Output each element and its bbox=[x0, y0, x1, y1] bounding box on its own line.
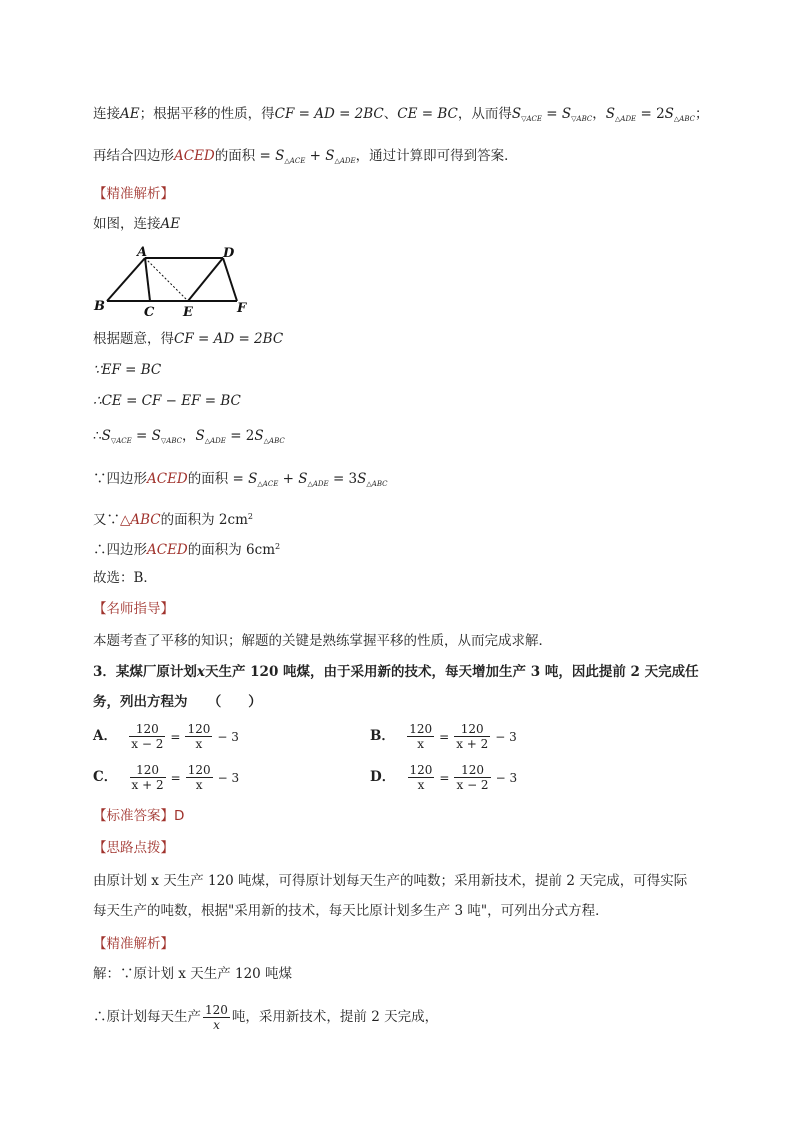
analysis-line-10 bbox=[93, 537, 280, 560]
text: 连接 bbox=[93, 106, 120, 122]
text: ， bbox=[181, 428, 196, 444]
section-heading: 【名师指导】 bbox=[93, 601, 174, 617]
text: 的面积 bbox=[187, 471, 229, 487]
text: 如图，连接 bbox=[93, 216, 161, 232]
math: AE bbox=[120, 106, 140, 122]
numerator: 120 bbox=[454, 722, 490, 737]
option-a[interactable]: A． $\frac{120}{x - 2}$ = $\frac{120}{x}$ − 3 bbox=[93, 722, 239, 751]
denominator: x − 2 bbox=[131, 737, 164, 751]
math: S bbox=[248, 471, 258, 487]
math: S bbox=[254, 428, 264, 444]
denominator: x bbox=[417, 737, 425, 751]
math: + bbox=[305, 148, 326, 164]
denominator: x bbox=[213, 1018, 220, 1032]
math: S bbox=[325, 148, 335, 164]
tail: − 3 bbox=[217, 729, 239, 744]
label-e: E bbox=[183, 305, 193, 320]
segment-ac bbox=[145, 258, 150, 301]
analysis-line-6: ∴CE = CF − EF = BC bbox=[93, 393, 241, 409]
math: CF = AD = 2BC bbox=[274, 106, 384, 122]
text: 的面积为 6cm bbox=[187, 542, 276, 558]
denominator: x bbox=[195, 737, 203, 751]
hint-line-2: 每天生产的吨数，根据"采用新的技术，每天比原计划多生产 3 吨"，可列出分式方程． bbox=[93, 903, 609, 919]
tail: − 3 bbox=[495, 770, 518, 785]
standard-answer: 【标准答案】D bbox=[93, 808, 185, 824]
geometry-figure bbox=[90, 240, 260, 320]
text: 、 bbox=[383, 106, 398, 122]
denominator: x bbox=[195, 778, 203, 792]
text: 又∵ bbox=[93, 512, 120, 528]
numerator: 120 bbox=[409, 722, 433, 736]
analysis-line-4 bbox=[93, 329, 283, 349]
math: ACED bbox=[147, 542, 188, 558]
analysis-line-1 bbox=[93, 104, 708, 129]
math: ACED bbox=[147, 471, 188, 487]
analysis-line-8 bbox=[93, 469, 387, 494]
teacher-note: 本题考查了平移的知识；解题的关键是熟练掌握平移的性质，从而完成求解． bbox=[93, 633, 552, 649]
numerator: 120 bbox=[187, 763, 211, 777]
subscript: ▽ABC bbox=[160, 437, 182, 445]
subscript: △ABC bbox=[263, 437, 285, 445]
option-label: A． bbox=[93, 728, 117, 744]
section-heading: 【思路点拨】 bbox=[93, 840, 174, 856]
math: AE bbox=[160, 216, 181, 232]
denominator: x − 2 bbox=[456, 778, 489, 792]
math: = 2 bbox=[225, 428, 255, 444]
question-3-line-2: 务，列出方程为 （ ） bbox=[93, 694, 262, 710]
text: 再结合四边形 bbox=[93, 148, 174, 164]
numerator: 120 bbox=[205, 1003, 228, 1017]
math: S bbox=[664, 106, 674, 122]
text: ；根据平移的性质，得 bbox=[139, 106, 275, 122]
analysis-line-3 bbox=[93, 214, 180, 234]
math: = 2 bbox=[636, 106, 665, 122]
text: ； bbox=[694, 106, 709, 122]
analysis-line-11: 故选：B． bbox=[93, 570, 157, 586]
numerator: 120 bbox=[409, 763, 433, 777]
math: ACED bbox=[174, 148, 215, 164]
math: S bbox=[101, 428, 111, 444]
section-heading: 【精准解析】 bbox=[93, 186, 174, 202]
math: S bbox=[151, 428, 161, 444]
section-heading: 【精准解析】 bbox=[93, 936, 174, 952]
math: S bbox=[298, 471, 308, 487]
superscript: 2 bbox=[247, 512, 253, 521]
label-c: C bbox=[144, 305, 155, 320]
option-label: C． bbox=[93, 769, 118, 785]
text: ，通过计算即可得到答案． bbox=[355, 148, 518, 164]
text: 3．某煤厂原计划 bbox=[93, 664, 197, 680]
subscript: ▽ABC bbox=[571, 115, 593, 123]
subscript: △ADE bbox=[334, 157, 356, 165]
math: + bbox=[278, 471, 299, 487]
option-label: D． bbox=[370, 769, 396, 785]
subscript: △ADE bbox=[204, 437, 226, 445]
segment-ab bbox=[107, 258, 145, 301]
text: ，从而得 bbox=[457, 106, 512, 122]
text: 的面积为 2cm bbox=[160, 512, 248, 528]
math: x bbox=[196, 664, 205, 680]
math: S bbox=[605, 106, 615, 122]
math: = bbox=[131, 428, 152, 444]
question-3-line-1 bbox=[93, 662, 699, 682]
subscript: △ADE bbox=[307, 480, 329, 488]
math: S bbox=[275, 148, 285, 164]
analysis-line-9 bbox=[93, 507, 253, 530]
math: S bbox=[195, 428, 205, 444]
numerator: 120 bbox=[130, 763, 166, 778]
tail: − 3 bbox=[495, 729, 517, 744]
text: ∵四边形 bbox=[93, 471, 147, 487]
denominator: x bbox=[417, 778, 425, 792]
math: = bbox=[228, 471, 249, 487]
math: S bbox=[357, 471, 367, 487]
solution-line-2 bbox=[93, 998, 438, 1036]
label-b: B bbox=[94, 299, 105, 314]
subscript: △ABC bbox=[366, 480, 388, 488]
math: = bbox=[542, 106, 562, 122]
math: S bbox=[561, 106, 572, 122]
subscript: △ADE bbox=[615, 115, 637, 123]
analysis-line-5: ∵EF = BC bbox=[93, 362, 162, 378]
math: △ABC bbox=[120, 512, 161, 528]
hint-line-1: 由原计划 x 天生产 120 吨煤，可得原计划每天生产的吨数；采用新技术，提前 2 天完成，可得实际 bbox=[93, 873, 688, 889]
numerator: 120 bbox=[454, 763, 490, 778]
option-label: B． bbox=[370, 728, 395, 744]
numerator: 120 bbox=[187, 722, 211, 736]
denominator: x + 2 bbox=[131, 778, 164, 792]
option-b[interactable]: B． $\frac{120}{x}$ = $\frac{120}{x + 2}$ − 3 bbox=[370, 722, 517, 751]
option-d[interactable]: D． $\frac{120}{x}$ = $\frac{120}{x - 2}$ − 3 bbox=[370, 763, 518, 792]
option-c[interactable]: C． $\frac{120}{x + 2}$ = $\frac{120}{x}$ − 3 bbox=[93, 763, 240, 792]
label-d: D bbox=[223, 246, 235, 261]
tail: − 3 bbox=[217, 770, 240, 785]
segment-df bbox=[223, 258, 237, 301]
subscript: ▽ACE bbox=[110, 437, 132, 445]
superscript: 2 bbox=[275, 542, 281, 551]
denominator: x + 2 bbox=[456, 737, 489, 751]
subscript: △ABC bbox=[673, 115, 695, 123]
text: ， bbox=[592, 106, 606, 122]
subscript: ▽ACE bbox=[521, 115, 543, 123]
segment-de bbox=[188, 258, 223, 301]
text: 吨，采用新技术，提前 2 天完成， bbox=[231, 1009, 439, 1025]
text: ∴四边形 bbox=[93, 542, 147, 558]
numerator: 120 bbox=[129, 722, 165, 737]
math: = bbox=[255, 148, 276, 164]
subscript: △ACE bbox=[257, 480, 279, 488]
text: 的面积 bbox=[214, 148, 256, 164]
math: CF = AD = 2BC bbox=[174, 331, 284, 347]
label-f: F bbox=[237, 301, 247, 316]
text: 天生产 120 吨煤，由于采用新的技术，每天增加生产 3 吨，因此提前 2 天完成任 bbox=[204, 664, 699, 680]
subscript: △ACE bbox=[284, 157, 306, 165]
dashed-ae bbox=[145, 258, 188, 301]
solution-line-1: 解：∵原计划 x 天生产 120 吨煤 bbox=[93, 966, 293, 982]
analysis-line-2 bbox=[93, 146, 518, 171]
text: 根据题意，得 bbox=[93, 331, 174, 347]
analysis-line-7 bbox=[93, 426, 285, 451]
label-a: A bbox=[137, 245, 148, 260]
text: ∴ bbox=[93, 428, 102, 444]
text: ∴原计划每天生产 bbox=[93, 1009, 201, 1025]
math: CE = BC bbox=[397, 106, 458, 122]
math: = 3 bbox=[328, 471, 358, 487]
math: S bbox=[511, 106, 522, 122]
